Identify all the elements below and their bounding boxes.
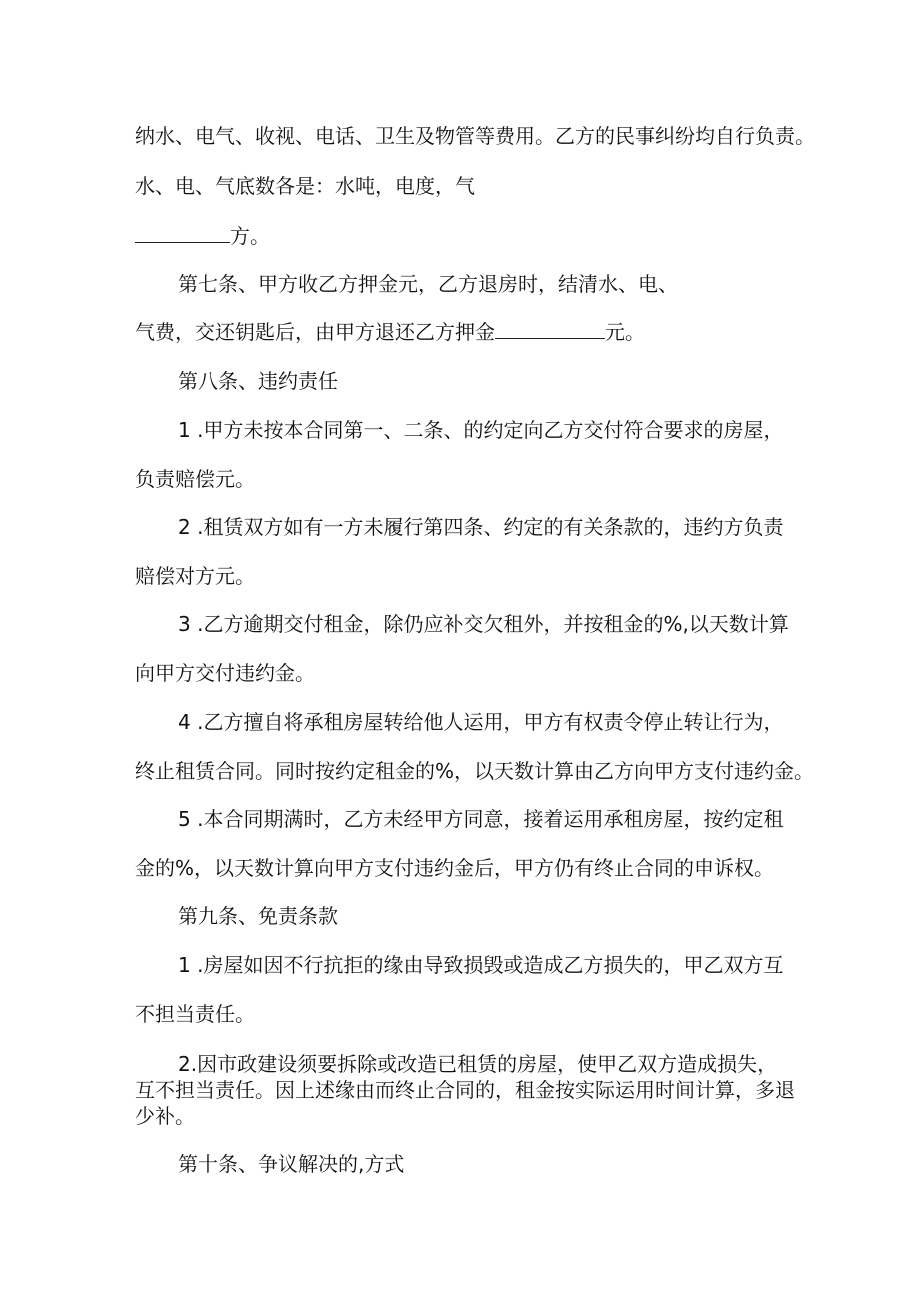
text-fragment: 气费，交还钥匙后，由甲方退还乙方押金 bbox=[135, 320, 495, 344]
text-fragment: 元。 bbox=[605, 320, 645, 344]
text-line bbox=[135, 320, 645, 344]
text-line: 向甲方交付违约金。 bbox=[135, 661, 315, 685]
article-heading: 第七条、甲方收乙方押金元，乙方退房时，结清水、电、 bbox=[178, 272, 678, 296]
text-line: 互不担当责任。因上述缘由而终止合同的，租金按实际运用时间计算，多退 bbox=[135, 1078, 795, 1102]
clause-line: 4 .乙方擅自将承租房屋转给他人运用，甲方有权责令停止转让行为， bbox=[178, 710, 784, 734]
text-fragment: 方。 bbox=[230, 224, 270, 248]
article-heading: 第九条、免责条款 bbox=[178, 904, 338, 928]
clause-line: 2.因市政建设须要拆除或改造已租赁的房屋，使甲乙双方造成损失， bbox=[178, 1052, 778, 1076]
text-line: 金的%，以天数计算向甲方支付违约金后，甲方仍有终止合同的申诉权。 bbox=[135, 856, 775, 880]
clause-line: 5 .本合同期满时，乙方未经甲方同意，接着运用承租房屋，按约定租 bbox=[178, 807, 784, 831]
text-line: 负责赔偿元。 bbox=[135, 467, 255, 491]
text-line: 不担当责任。 bbox=[135, 1002, 255, 1026]
text-line: 终止租赁合同。同时按约定租金的%，以天数计算由乙方向甲方支付违约金。 bbox=[135, 759, 815, 783]
clause-line: 3 .乙方逾期交付租金，除仍应补交欠租外，并按租金的%,以天数计算 bbox=[178, 612, 789, 636]
text-line: 赔偿对方元。 bbox=[135, 564, 255, 588]
article-heading: 第八条、违约责任 bbox=[178, 369, 338, 393]
clause-line: 2 .租赁双方如有一方未履行第四条、约定的有关条款的，违约方负责 bbox=[178, 515, 784, 539]
text-line bbox=[135, 224, 270, 248]
fill-in-blank bbox=[495, 320, 605, 339]
article-heading: 第十条、争议解决的,方式 bbox=[178, 1152, 405, 1176]
text-line: 水、电、气底数各是：水吨，电度，气 bbox=[135, 174, 475, 198]
fill-in-blank bbox=[135, 224, 230, 243]
text-line: 纳水、电气、收视、电话、卫生及物管等费用。乙方的民事纠纷均自行负责。 bbox=[135, 124, 815, 148]
text-line: 少补。 bbox=[135, 1104, 195, 1128]
clause-line: 1 .房屋如因不行抗拒的缘由导致损毁或造成乙方损失的，甲乙双方互 bbox=[178, 953, 784, 977]
clause-line: 1 .甲方未按本合同第一、二条、的约定向乙方交付符合要求的房屋， bbox=[178, 418, 784, 442]
